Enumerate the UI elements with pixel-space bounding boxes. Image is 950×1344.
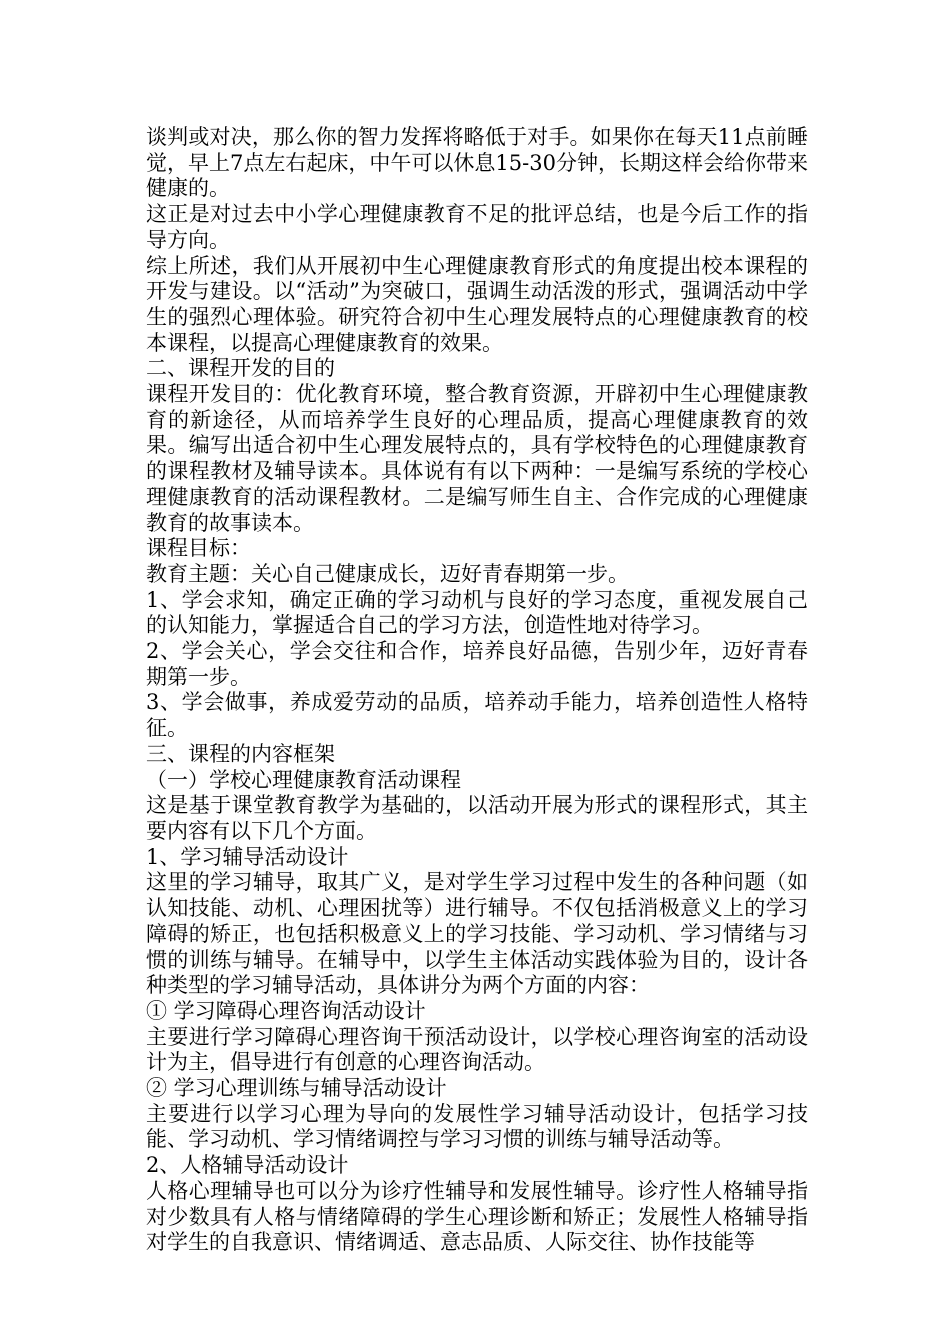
label-course-goals: 课程目标：: [146, 536, 251, 561]
subitem-heading-learning-obstacle: ① 学习障碍心理咨询活动设计: [146, 998, 426, 1023]
paragraph-conclusion: 综上所述，我们从开展初中生心理健康教育形式的角度提出校本课程的开发与建设。以“活动”为突破口，强调生动活泼的形式，强调活动中学生的强烈心理体验。研究符合初中生心理发展特点的心理健康教育的校本课程，以提高心理健康教育的效果。: [146, 253, 808, 355]
document-body: [146, 125, 808, 1256]
paragraph-purpose: 课程开发目的：优化教育环境，整合教育资源，开辟初中生心理健康教育的新途径，从而培养学生良好的心理品质，提高心理健康教育的效果。编写出适合初中生心理发展特点的，具有学校特色的心理健康教育的课程教材及辅导读本。具体说有有以下两种：一是编写系统的学校心理健康教育的活动课程教材。二是编写师生自主、合作完成的心理健康教育的故事读本。: [146, 382, 808, 535]
paragraph-learning-training: 主要进行以学习心理为导向的发展性学习辅导活动设计，包括学习技能、学习动机、学习情绪调控与学习习惯的训练与辅导活动等。: [146, 1101, 808, 1152]
paragraph-sleep-advice: 谈判或对决，那么你的智力发挥将略低于对手。如果你在每天11点前睡觉，早上7点左右起床，中午可以休息15-30分钟，长期这样会给你带来健康的。: [146, 125, 808, 201]
paragraph-personality-guidance: 人格心理辅导也可以分为诊疗性辅导和发展性辅导。诊疗性人格辅导指对少数具有人格与情绪障碍的学生心理诊断和矫正；发展性人格辅导指对学生的自我意识、情绪调适、意志品质、人际交往、协作技能等: [146, 1178, 808, 1255]
paragraph-activity-course: 这是基于课堂教育教学为基础的，以活动开展为形式的课程形式，其主要内容有以下几个方面。: [146, 793, 808, 843]
section-heading-framework: 三、课程的内容框架: [146, 741, 335, 766]
subitem-heading-learning-training: ② 学习心理训练与辅导活动设计: [146, 1076, 447, 1101]
paragraph-learning-obstacle: 主要进行学习障碍心理咨询干预活动设计，以学校心理咨询室的活动设计为主，倡导进行有创意的心理咨询活动。: [146, 1024, 808, 1075]
paragraph-education-theme: 教育主题：关心自己健康成长，迈好青春期第一步。: [146, 561, 629, 586]
section-heading-purpose: 二、课程开发的目的: [146, 356, 335, 381]
goal-item-3: 3、学会做事，养成爱劳动的品质，培养动手能力，培养创造性人格特征。: [146, 690, 808, 741]
goal-item-2: 2、学会关心，学会交往和合作，培养良好品德，告别少年，迈好青春期第一步。: [146, 639, 808, 689]
paragraph-learning-guidance: 这里的学习辅导，取其广义，是对学生学习过程中发生的各种问题（如认知技能、动机、心理困扰等）进行辅导。不仅包括消极意义上的学习障碍的矫正，也包括积极意义上的学习技能、学习动机、学习情绪与习惯的训练与辅导。在辅导中，以学生主体活动实践体验为目的，设计各种类型的学习辅导活动，具体讲分为两个方面的内容：: [146, 870, 808, 998]
subsection-heading-activity-course: （一）学校心理健康教育活动课程: [146, 767, 461, 792]
goal-item-1: 1、学会求知，确定正确的学习动机与良好的学习态度，重视发展自己的认知能力，掌握适合自己的学习方法，创造性地对待学习。: [146, 587, 808, 638]
item-heading-learning-guidance: 1、学习辅导活动设计: [146, 844, 349, 869]
item-heading-personality-guidance: 2、人格辅导活动设计: [146, 1153, 349, 1178]
paragraph-summary-direction: 这正是对过去中小学心理健康教育不足的批评总结，也是今后工作的指导方向。: [146, 202, 808, 252]
